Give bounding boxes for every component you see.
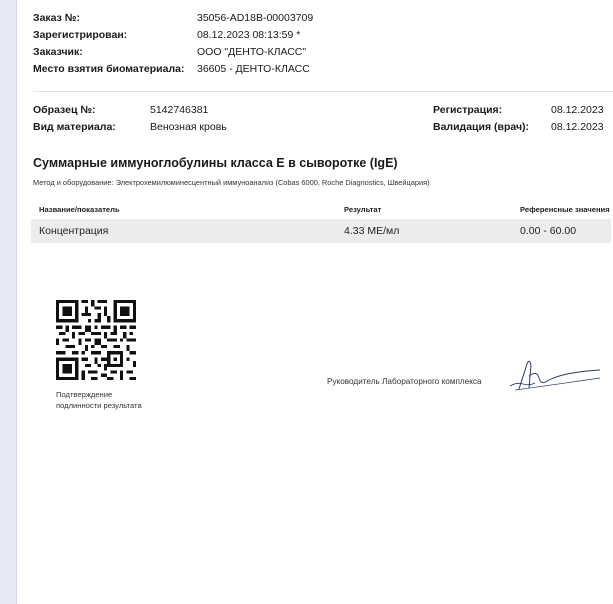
- row-result-cell: 4.33 МЕ/мл: [344, 225, 400, 237]
- column-header-name: Название/показатель: [39, 205, 120, 214]
- column-header-reference: Референсные значения: [520, 205, 610, 214]
- sample-number-label: Образец №:: [33, 104, 96, 116]
- registration-value: 08.12.2023: [551, 104, 604, 116]
- page-left-margin: [0, 0, 17, 604]
- registration-label: Регистрация:: [433, 104, 503, 116]
- test-method: Метод и оборудование: Электрохемилюминесцентный иммуноанализ (Cobas 6000, Roche Diagnostics, Швейцария): [33, 178, 430, 187]
- validation-label: Валидация (врач):: [433, 121, 530, 133]
- customer-value: ООО "ДЕНТО-КЛАСС": [197, 46, 307, 58]
- collection-place-label: Место взятия биоматериала:: [33, 63, 185, 75]
- row-name-cell: Концентрация: [39, 225, 109, 237]
- validation-value: 08.12.2023: [551, 121, 604, 133]
- order-number-value: 35056-AD18B-00003709: [197, 12, 314, 24]
- qr-caption-line1: Подтверждение: [56, 390, 113, 399]
- order-number-label: Заказ №:: [33, 12, 80, 24]
- material-label: Вид материала:: [33, 121, 116, 133]
- collection-place-value: 36605 - ДЕНТО-КЛАСС: [197, 63, 310, 75]
- sample-number-value: 5142746381: [150, 104, 209, 116]
- registered-value: 08.12.2023 08:13:59 *: [197, 29, 301, 41]
- material-value: Венозная кровь: [150, 121, 227, 133]
- test-title: Суммарные иммуноглобулины класса E в сыворотке (IgE): [33, 156, 398, 170]
- customer-label: Заказчик:: [33, 46, 83, 58]
- qr-code-icon[interactable]: [56, 300, 136, 380]
- section-divider: [33, 91, 613, 92]
- qr-caption-line2: подлинности результата: [56, 401, 142, 410]
- signature-icon: [505, 356, 605, 396]
- column-header-result: Результат: [344, 205, 382, 214]
- signature-label: Руководитель Лабораторного комплекса: [327, 377, 482, 386]
- row-reference-cell: 0.00 - 60.00: [520, 225, 577, 237]
- registered-label: Зарегистрирован:: [33, 29, 128, 41]
